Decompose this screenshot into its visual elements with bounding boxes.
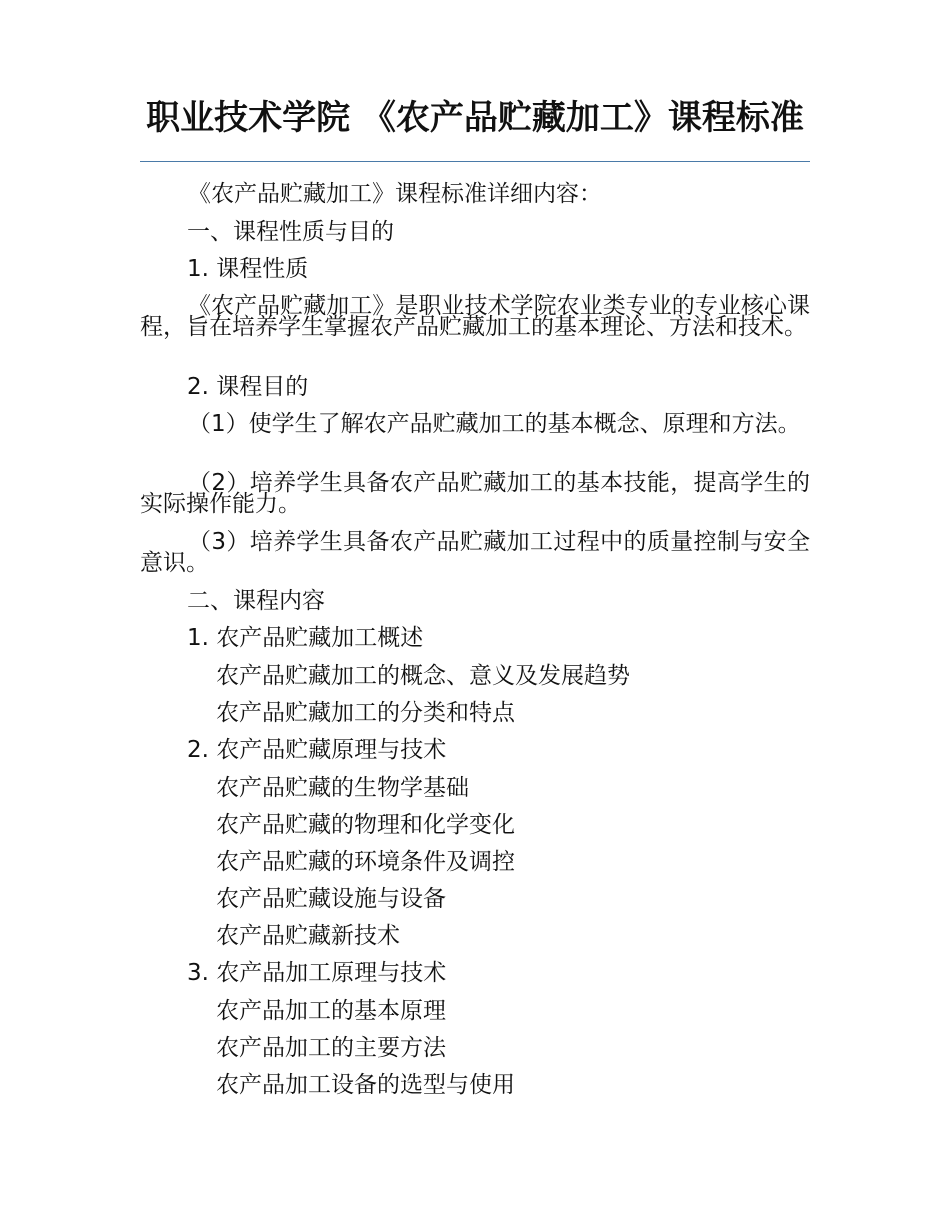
section-1-heading: 一、课程性质与目的 (187, 219, 394, 245)
list-item: 农产品加工的基本原理 (216, 998, 446, 1024)
list-item: 农产品贮藏新技术 (216, 923, 400, 949)
list-item: 农产品贮藏设施与设备 (216, 886, 446, 912)
part-2-heading: 2. 农产品贮藏原理与技术 (187, 737, 447, 763)
list-item: 农产品贮藏的生物学基础 (216, 775, 469, 801)
intro-text: 《农产品贮藏加工》课程标准详细内容： (188, 181, 602, 207)
part-1-heading: 1. 农产品贮藏加工概述 (187, 625, 424, 651)
list-item: 农产品贮藏加工的概念、意义及发展趋势 (216, 663, 630, 689)
document-title: 职业技术学院 《农产品贮藏加工》课程标准 (146, 98, 804, 138)
course-nature-text: 《农产品贮藏加工》是职业技术学院农业类专业的专业核心课程，旨在培养学生掌握农产品贮藏加工的基本理论、方法和技术。 (140, 293, 810, 340)
list-item: 农产品贮藏的环境条件及调控 (216, 849, 515, 875)
title-underline (140, 161, 810, 162)
course-goal-heading: 2. 课程目的 (187, 374, 309, 400)
course-goal-2: （2）培养学生具备农产品贮藏加工的基本技能，提高学生的实际操作能力。 (140, 470, 810, 517)
list-item: 农产品加工设备的选型与使用 (216, 1072, 515, 1098)
list-item: 农产品加工的主要方法 (216, 1035, 446, 1061)
section-2-heading: 二、课程内容 (187, 588, 325, 614)
list-item: 农产品贮藏的物理和化学变化 (216, 812, 515, 838)
course-nature-heading: 1. 课程性质 (187, 256, 309, 282)
course-goal-1: （1）使学生了解农产品贮藏加工的基本概念、原理和方法。 (188, 411, 801, 437)
course-goal-3: （3）培养学生具备农产品贮藏加工过程中的质量控制与安全意识。 (140, 529, 810, 576)
list-item: 农产品贮藏加工的分类和特点 (216, 700, 515, 726)
part-3-heading: 3. 农产品加工原理与技术 (187, 960, 447, 986)
